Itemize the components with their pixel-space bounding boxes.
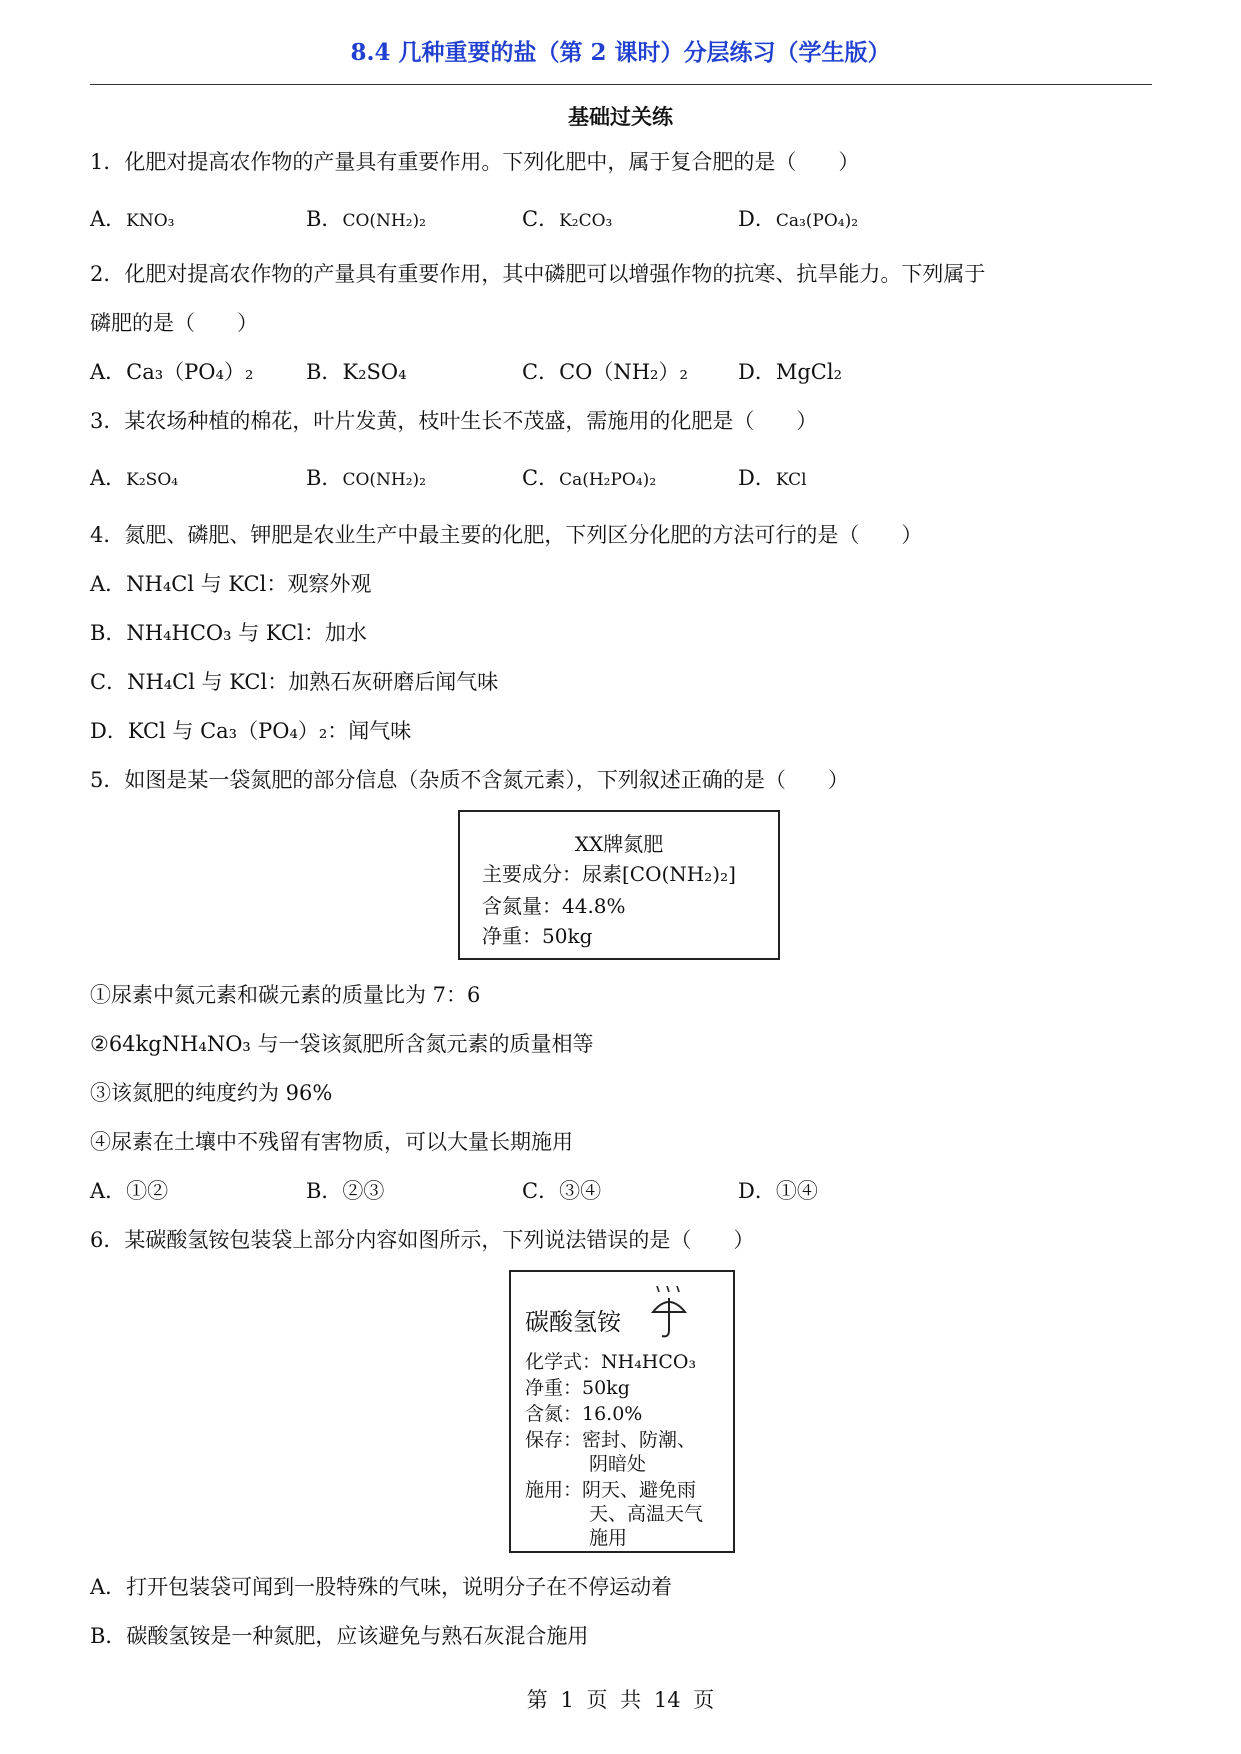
q3-option-d-formula: KCl: [775, 470, 807, 490]
q5-option-b: B．②③: [306, 1179, 385, 1203]
q6-box-formula: 化学式：NH₄HCO₃: [525, 1351, 697, 1373]
q3-option-c-label: C．: [522, 466, 560, 490]
q6-box-title: 碳酸氢铵: [525, 1308, 621, 1336]
q6-box-usage-1: 施用：阴天、避免雨: [525, 1479, 697, 1501]
q1-option-d-label: D．: [738, 207, 776, 231]
page-number: 第 1 页 共 14 页: [526, 1688, 715, 1712]
q2-option-d: [738, 357, 842, 387]
q2-option-d-label: D．: [738, 360, 776, 384]
q6-box-nitrogen: 含氮：16.0%: [525, 1403, 643, 1425]
q2-option-a: [90, 357, 253, 387]
q3-option-b: [306, 463, 426, 495]
q5-statement-2: ②64kgNH₄NO₃ 与一袋该氮肥所含氮元素的质量相等: [90, 1032, 594, 1056]
q3-stem: 3．某农场种植的棉花，叶片发黄，枝叶生长不茂盛，需施用的化肥是（ ）: [90, 409, 818, 433]
q5-box-ingredient: 主要成分：尿素[CO(NH₂)₂]: [482, 862, 736, 886]
q4-option-d: D．KCl 与 Ca₃（PO₄）₂：闻气味: [90, 719, 412, 743]
q5-statement-1: ①尿素中氮元素和碳元素的质量比为 7：6: [90, 983, 481, 1007]
q2-option-a-formula: Ca₃（PO₄）₂: [126, 360, 254, 384]
q3-option-d-label: D．: [738, 466, 776, 490]
q6-box-usage-3: 施用: [589, 1527, 628, 1549]
q6-box-storage-2: 阴暗处: [589, 1453, 647, 1475]
q2-option-b-label: B．: [306, 360, 343, 384]
q5-box-weight: 净重：50kg: [482, 924, 593, 948]
q5-statement-3: ③该氮肥的纯度约为 96%: [90, 1081, 333, 1105]
q1-option-b: [306, 204, 426, 236]
q1-option-c-label: C．: [522, 207, 560, 231]
q1-option-d: [738, 204, 858, 236]
q4-option-b: B．NH₄HCO₃ 与 KCl：加水: [90, 621, 367, 645]
q5-option-d: D．①④: [738, 1179, 818, 1203]
q1-option-d-formula: Ca₃(PO₄)₂: [775, 211, 859, 231]
section-title: 基础过关练: [568, 104, 673, 129]
q3-option-d: [738, 463, 807, 495]
q2-option-c-label: C．: [522, 360, 560, 384]
q2-stem-line-2: 磷肥的是（ ）: [90, 311, 258, 335]
umbrella-rain-icon: [649, 1286, 689, 1342]
q3-option-c: [522, 463, 656, 495]
q2-option-c-formula: CO（NH₂）₂: [559, 360, 688, 384]
q1-option-c: [522, 204, 612, 236]
q6-box-weight: 净重：50kg: [525, 1377, 630, 1399]
q2-stem-line-1: 2．化肥对提高农作物的产量具有重要作用，其中磷肥可以增强作物的抗寒、抗旱能力。下列属于: [90, 262, 986, 286]
q3-option-b-formula: CO(NH₂)₂: [342, 470, 426, 490]
q5-option-c: C．③④: [522, 1179, 602, 1203]
q6-option-b: B．碳酸氢铵是一种氮肥，应该避免与熟石灰混合施用: [90, 1624, 589, 1648]
q4-option-c: C．NH₄Cl 与 KCl：加熟石灰研磨后闻气味: [90, 670, 499, 694]
q5-option-a: A．①②: [90, 1179, 169, 1203]
q5-box-title: XX牌氮肥: [574, 832, 664, 856]
q1-option-b-label: B．: [306, 207, 343, 231]
q6-option-a: A．打开包装袋可闻到一股特殊的气味，说明分子在不停运动着: [90, 1575, 673, 1599]
q2-option-a-label: A．: [90, 360, 127, 384]
q6-box-storage-1: 保存：密封、防潮、: [525, 1429, 697, 1451]
q5-statement-4: ④尿素在土壤中不残留有害物质，可以大量长期施用: [90, 1130, 573, 1154]
q3-option-b-label: B．: [306, 466, 343, 490]
q1-option-b-formula: CO(NH₂)₂: [342, 211, 426, 231]
q1-option-a-label: A．: [90, 207, 127, 231]
q5-box-nitrogen: 含氮量：44.8%: [482, 894, 626, 918]
q2-option-b-formula: K₂SO₄: [342, 360, 407, 384]
q5-label-box: [458, 810, 780, 960]
q1-option-a-formula: KNO₃: [126, 211, 175, 231]
q3-option-a: [90, 463, 178, 495]
q3-option-a-label: A．: [90, 466, 127, 490]
q1-option-c-formula: K₂CO₃: [559, 211, 613, 231]
q1-option-a: [90, 204, 175, 236]
q3-option-c-formula: Ca(H₂PO₄)₂: [559, 470, 657, 490]
q2-option-b: [306, 357, 407, 387]
page-title: 8.4 几种重要的盐（第 2 课时）分层练习（学生版）: [350, 39, 891, 66]
q5-stem: 5．如图是某一袋氮肥的部分信息（杂质不含氮元素），下列叙述正确的是（ ）: [90, 768, 849, 792]
title-divider: [90, 84, 1152, 85]
q1-stem: 1．化肥对提高农作物的产量具有重要作用。下列化肥中，属于复合肥的是（ ）: [90, 150, 860, 174]
q2-option-c: [522, 357, 688, 387]
q2-option-d-formula: MgCl₂: [775, 360, 842, 384]
q6-stem: 6．某碳酸氢铵包装袋上部分内容如图所示，下列说法错误的是（ ）: [90, 1228, 755, 1252]
q3-option-a-formula: K₂SO₄: [126, 470, 179, 490]
q4-option-a: A．NH₄Cl 与 KCl：观察外观: [90, 572, 372, 596]
q6-box-usage-2: 天、高温天气: [589, 1503, 704, 1525]
q6-label-box: [509, 1270, 735, 1553]
q4-stem: 4．氮肥、磷肥、钾肥是农业生产中最主要的化肥，下列区分化肥的方法可行的是（ ）: [90, 523, 923, 547]
